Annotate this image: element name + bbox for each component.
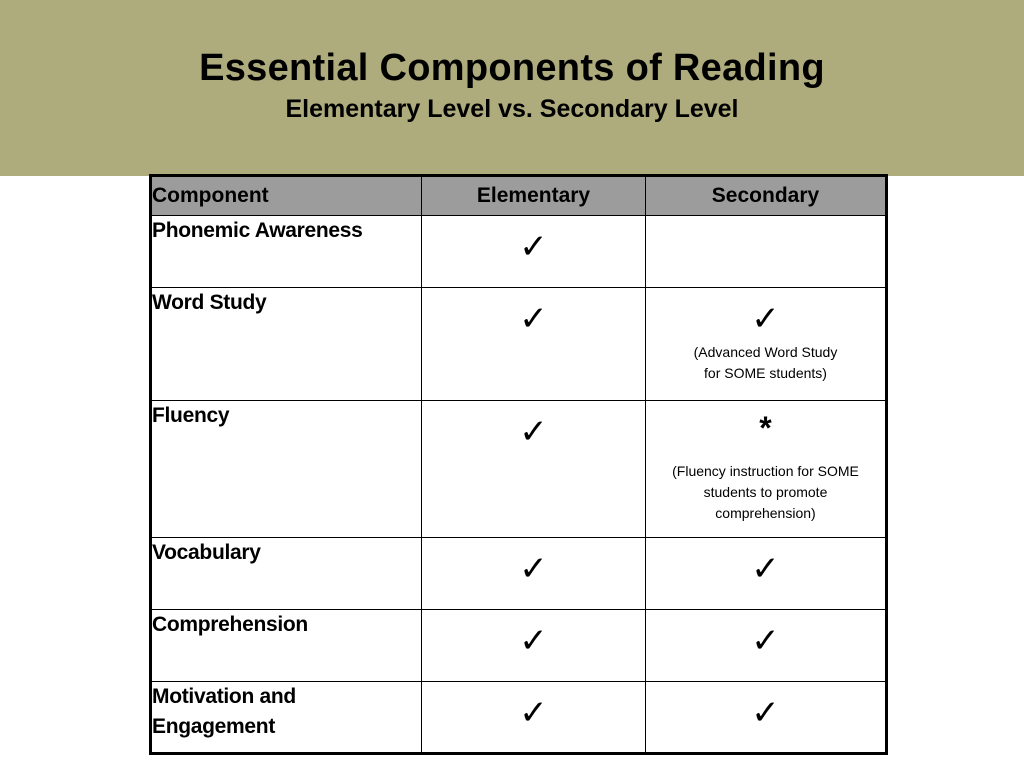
header-secondary: Secondary xyxy=(646,176,887,216)
component-cell: Fluency xyxy=(151,401,422,538)
note-line: students to promote xyxy=(703,484,828,500)
header-elementary: Elementary xyxy=(422,176,646,216)
secondary-cell xyxy=(646,538,887,610)
asterisk-icon: * xyxy=(759,410,772,446)
table-header-row xyxy=(151,176,887,216)
component-cell: Phonemic Awareness xyxy=(151,216,422,288)
secondary-cell xyxy=(646,610,887,682)
elementary-cell xyxy=(422,682,646,754)
table-row xyxy=(151,288,887,401)
check-icon: ✓ xyxy=(519,621,548,661)
header-component: Component xyxy=(151,176,422,216)
component-cell: Motivation and Engagement xyxy=(151,682,422,754)
secondary-note xyxy=(646,461,885,524)
table-row xyxy=(151,538,887,610)
note-line: comprehension) xyxy=(715,505,816,521)
component-cell: Word Study xyxy=(151,288,422,401)
note-line: (Advanced Word Study xyxy=(693,344,838,360)
check-icon: ✓ xyxy=(519,693,548,733)
secondary-note xyxy=(646,342,885,384)
check-icon: ✓ xyxy=(751,621,780,661)
elementary-cell xyxy=(422,216,646,288)
components-table xyxy=(149,174,888,755)
check-icon: ✓ xyxy=(519,549,548,589)
slide-title: Essential Components of Reading xyxy=(199,47,825,89)
check-icon: ✓ xyxy=(751,693,780,733)
check-icon: ✓ xyxy=(519,299,548,339)
check-icon: ✓ xyxy=(519,227,548,267)
component-cell: Vocabulary xyxy=(151,538,422,610)
slide-subtitle: Elementary Level vs. Secondary Level xyxy=(285,95,739,123)
table-row xyxy=(151,401,887,538)
elementary-cell xyxy=(422,401,646,538)
table-row xyxy=(151,682,887,754)
secondary-cell xyxy=(646,401,887,538)
table-row xyxy=(151,216,887,288)
component-cell: Comprehension xyxy=(151,610,422,682)
elementary-cell xyxy=(422,538,646,610)
secondary-cell xyxy=(646,288,887,401)
note-line: (Fluency instruction for SOME xyxy=(672,463,859,479)
check-icon: ✓ xyxy=(751,549,780,589)
secondary-cell xyxy=(646,682,887,754)
secondary-cell xyxy=(646,216,887,288)
check-icon: ✓ xyxy=(519,412,548,452)
elementary-cell xyxy=(422,288,646,401)
elementary-cell xyxy=(422,610,646,682)
note-line: for SOME students) xyxy=(704,365,827,381)
table-row xyxy=(151,610,887,682)
check-icon: ✓ xyxy=(751,299,780,339)
